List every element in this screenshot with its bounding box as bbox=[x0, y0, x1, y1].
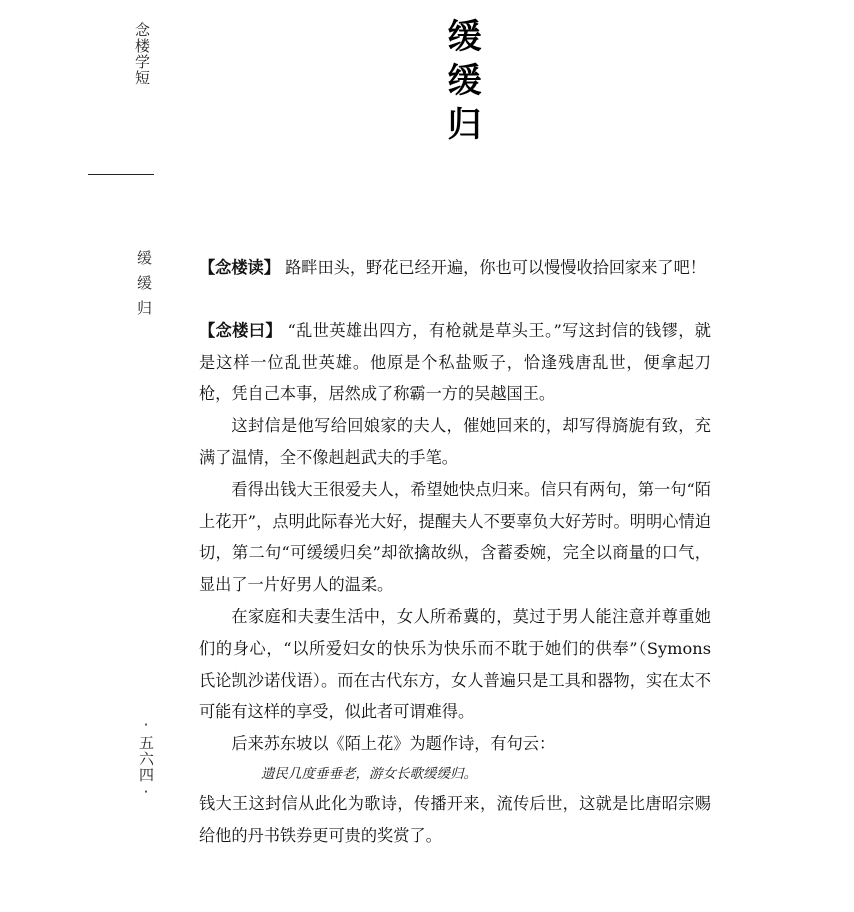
closing-paragraph: 钱大王这封信从此化为歌诗，传播开来，流传后世，这就是比唐昭宗赐给他的丹书铁券更可贵的奖赏了。 bbox=[199, 793, 711, 845]
article-body bbox=[199, 252, 711, 852]
body-paragraph: 看得出钱大王很爱夫人，希望她快点归来。信只有两句，第一句“陌上花开”，点明此际春光大好，提醒夫人不要辜负大好芳时。明明心情迫切，第二句“可缓缓归矣”却欲擒故纵，含蓄委婉，完全以商量的口气，显出了一片好男人的温柔。 bbox=[199, 479, 711, 595]
read-label: 【念楼读】 bbox=[199, 258, 280, 277]
read-paragraph bbox=[199, 252, 711, 284]
body-paragraph: 在家庭和夫妻生活中，女人所希冀的，莫过于男人能注意并尊重她们的身心，“以所爱妇女的快乐为快乐而不耽于她们的供奉”（Symons 氏论凯沙诺伐语）。而在古代东方，女人普遍只是工具和器物，实在太不可能有这样的享受，似此者可谓难得。 bbox=[199, 606, 711, 722]
comment-text: “乱世英雄出四方，有枪就是草头王。”写这封信的钱镠，就是这样一位乱世英雄。他原是个私盐贩子，恰逢残唐乱世，便拿起刀枪，凭自己本事，居然成了称霸一方的吴越国王。 bbox=[199, 320, 711, 404]
read-text: 路畔田头，野花已经开遍，你也可以慢慢收拾回家来了吧！ bbox=[285, 258, 706, 277]
page-title: 缓缓归 bbox=[441, 18, 481, 150]
chapter-side-title: 缓缓归 bbox=[135, 250, 153, 325]
body-paragraph: 后来苏东坡以《陌上花》为题作诗，有句云： bbox=[231, 734, 556, 754]
poem-quote: 遗民几度垂垂老，游女长歌缓缓归。 bbox=[261, 765, 477, 782]
body-paragraph: 这封信是他写给回娘家的夫人，催她回来的，却写得旖旎有致，充满了温情，全不像赳赳武夫的手笔。 bbox=[199, 416, 711, 467]
page-number: ·五六四· bbox=[137, 716, 155, 802]
book-title: 念楼学短 bbox=[133, 22, 151, 86]
margin-divider bbox=[88, 174, 154, 175]
comment-label: 【念楼曰】 bbox=[199, 320, 282, 340]
comment-paragraph bbox=[199, 315, 711, 410]
